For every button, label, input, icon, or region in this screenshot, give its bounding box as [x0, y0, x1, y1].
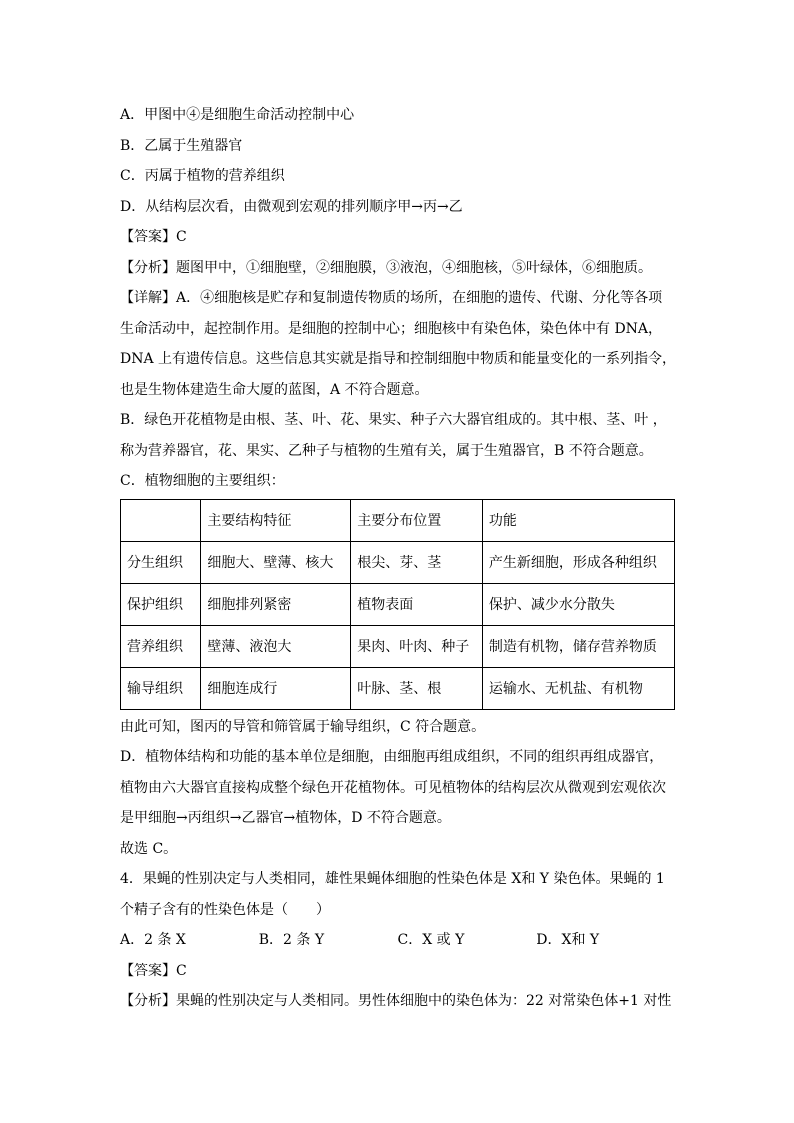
table-caption: C．植物细胞的主要组织： — [120, 473, 285, 489]
table-header-cell: 功能 — [482, 499, 674, 541]
answer-options — [120, 925, 675, 956]
table-header-row — [121, 499, 675, 541]
table-cell: 植物表面 — [351, 583, 483, 625]
table-cell: 壁薄、液泡大 — [201, 625, 351, 667]
text-block-top — [120, 100, 794, 497]
text-block-bottom — [120, 712, 794, 1017]
table-row — [121, 583, 675, 625]
conclusion-line: 由此可知，图丙的导管和筛管属于输导组织，C 符合题意。 — [120, 718, 486, 735]
table-cell: 根尖、芽、茎 — [351, 541, 483, 583]
table-header-cell: 主要结构特征 — [201, 499, 351, 541]
plant-tissue-table — [120, 499, 675, 710]
option-b: B．2 条 Y — [258, 932, 325, 948]
option-b-line: B．乙属于生殖器官 — [120, 137, 243, 154]
table-row — [121, 625, 675, 667]
explanation-line: 是甲细胞→丙组织→乙器官→植物体，D 不符合题意。 — [120, 810, 451, 826]
table-cell: 细胞大、壁薄、核大 — [201, 541, 351, 583]
table-cell: 细胞排列紧密 — [201, 583, 351, 625]
table-cell: 营养组织 — [121, 625, 201, 667]
option-c-line: C．丙属于植物的营养组织 — [120, 168, 285, 184]
explanation-line: 植物由六大器官直接构成整个绿色开花植物体。可见植物体的结构层次从微观到宏观依次 — [120, 779, 666, 796]
option-d-line: D．从结构层次看，由微观到宏观的排列顺序甲→丙→乙 — [120, 198, 463, 215]
table-cell: 分生组织 — [121, 541, 201, 583]
explanation-line: 【详解】A．④细胞核是贮存和复制遗传物质的场所，在细胞的遗传、代谢、分化等各项 — [120, 290, 663, 306]
option-a: A．2 条 X — [120, 932, 186, 948]
question-line: 个精子含有的性染色体是（ ） — [120, 901, 330, 918]
table-cell: 产生新细胞，形成各种组织 — [482, 541, 674, 583]
explanation-line: DNA 上有遗传信息。这些信息其实就是指导和控制细胞中物质和能量变化的一系列指令， — [120, 351, 677, 367]
option-a-line: A．甲图中④是细胞生命活动控制中心 — [120, 107, 355, 123]
table-cell: 细胞连成行 — [201, 667, 351, 709]
explanation-line: 生命活动中，起控制作用。是细胞的控制中心；细胞核中有染色体，染色体中有 DNA， — [120, 320, 663, 337]
option-d: D．X和 Y — [536, 932, 600, 948]
table-cell: 输导组织 — [121, 667, 201, 709]
table-cell: 运输水、无机盐、有机物 — [482, 667, 674, 709]
option-c: C．X 或 Y — [397, 932, 465, 948]
question-line: 4．果蝇的性别决定与人类相同，雄性果蝇体细胞的性染色体是 X和 Y 染色体。果蝇的 1 — [120, 871, 665, 887]
analysis-line: 【分析】题图甲中，①细胞壁，②细胞膜，③液泡，④细胞核，⑤叶绿体，⑥细胞质。 — [120, 259, 652, 276]
table-cell: 保护组织 — [121, 583, 201, 625]
explanation-line: B．绿色开花植物是由根、茎、叶、花、果实、种子六大器官组成的。其中根、茎、叶 ， — [120, 412, 667, 428]
answer-line: 【答案】C — [120, 962, 187, 979]
table-cell: 保护、减少水分散失 — [482, 583, 674, 625]
table-row — [121, 541, 675, 583]
explanation-line: 也是生物体建造生命大厦的蓝图，A 不符合题意。 — [120, 381, 429, 398]
explanation-line: 称为营养器官，花、果实、乙种子与植物的生殖有关，属于生殖器官，B 不符合题意。 — [120, 442, 653, 459]
table-cell: 果肉、叶肉、种子 — [351, 625, 483, 667]
answer-line: 【答案】C — [120, 229, 187, 245]
table-header-cell: 主要分布位置 — [351, 499, 483, 541]
table-cell: 制造有机物，储存营养物质 — [482, 625, 674, 667]
choice-line: 故选 C。 — [120, 840, 178, 857]
table-header-cell — [121, 499, 201, 541]
table-cell: 叶脉、茎、根 — [351, 667, 483, 709]
table-row — [121, 667, 675, 709]
explanation-line: D．植物体结构和功能的基本单位是细胞，由细胞再组成组织，不同的组织再组成器官， — [120, 749, 664, 765]
analysis-line: 【分析】果蝇的性别决定与人类相同。男性体细胞中的染色体为：22 对常染色体+1 对性 — [120, 993, 672, 1009]
